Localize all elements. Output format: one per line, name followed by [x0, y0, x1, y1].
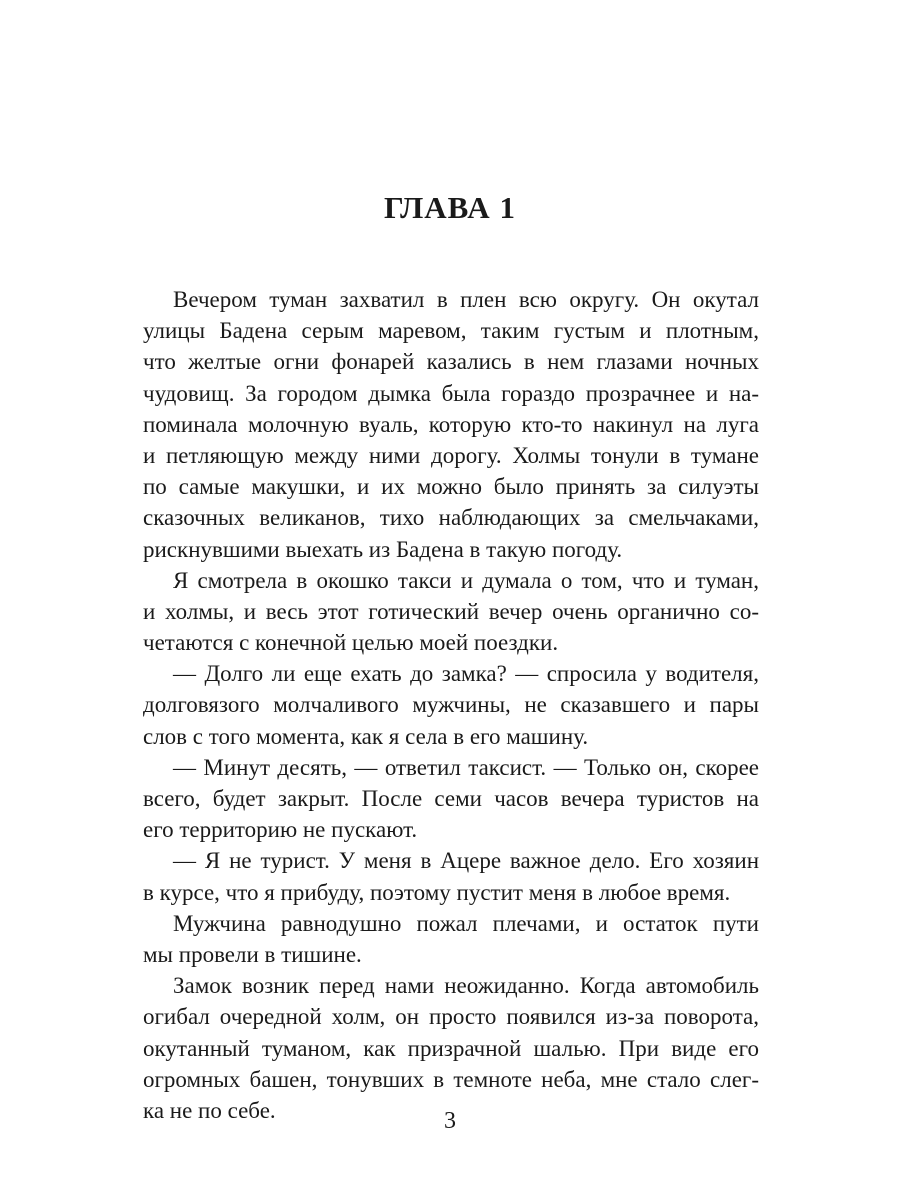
text-line: по самые макушки, и их можно было принять за силуэты — [143, 474, 759, 500]
text-line: чудовищ. За городом дымка была гораздо прозрачнее и на- — [143, 380, 759, 406]
chapter-body-text — [143, 284, 759, 1126]
chapter-title: ГЛАВА 1 — [384, 190, 516, 225]
text-line: ка не по себе. — [143, 1097, 276, 1123]
text-line: слов с того момента, как я села в его машину. — [143, 723, 589, 749]
text-line: всего, будет закрыт. После семи часов вечера туристов на — [143, 786, 759, 811]
text-line: улицы Бадена серым маревом, таким густым и плотным, — [143, 318, 759, 344]
text-line: огибал очередной холм, он просто появился из-за поворота, — [143, 1004, 759, 1030]
text-line: Замок возник перед нами неожиданно. Когда автомобиль — [173, 973, 759, 999]
text-line: и петляющую между ними дорогу. Холмы тонули в тумане — [143, 442, 759, 468]
text-line: Я смотрела в окошко такси и думала о том, что и туман, — [173, 567, 759, 593]
text-line: окутанный туманом, как призрачной шалью. При виде его — [143, 1035, 759, 1061]
text-line: — Я не турист. У меня в Ацере важное дело. Его хозяин — [173, 848, 759, 874]
text-line: — Долго ли еще ехать до замка? — спросила у водителя, — [173, 661, 759, 687]
text-line: Вечером туман захватил в плен всю округу. Он окутал — [173, 287, 759, 312]
text-line: в курсе, что я прибуду, поэтому пустит меня в любое время. — [143, 879, 731, 905]
page-number: 3 — [444, 1108, 456, 1134]
text-line: огромных башен, тонувших в темноте неба, мне стало слег- — [143, 1066, 759, 1092]
text-line: долговязого молчаливого мужчины, не сказавшего и пары — [143, 692, 759, 718]
text-line: что желтые огни фонарей казались в нем глазами ночных — [143, 349, 759, 375]
text-line: его территорию не пускают. — [143, 817, 418, 843]
text-line: сказочных великанов, тихо наблюдающих за смельчаками, — [143, 505, 759, 531]
text-line: и холмы, и весь этот готический вечер очень органично со- — [143, 598, 759, 624]
text-line: поминала молочную вуаль, которую кто-то накинул на луга — [143, 411, 759, 437]
text-line: Мужчина равнодушно пожал плечами, и остаток пути — [173, 910, 759, 936]
text-line: — Минут десять, — ответил таксист. — Только он, скорее — [173, 754, 759, 780]
text-line: четаются с конечной целью моей поездки. — [143, 630, 559, 656]
text-line: мы провели в тишине. — [143, 941, 362, 967]
text-line: рискнувшими выехать из Бадена в такую погоду. — [143, 536, 623, 562]
